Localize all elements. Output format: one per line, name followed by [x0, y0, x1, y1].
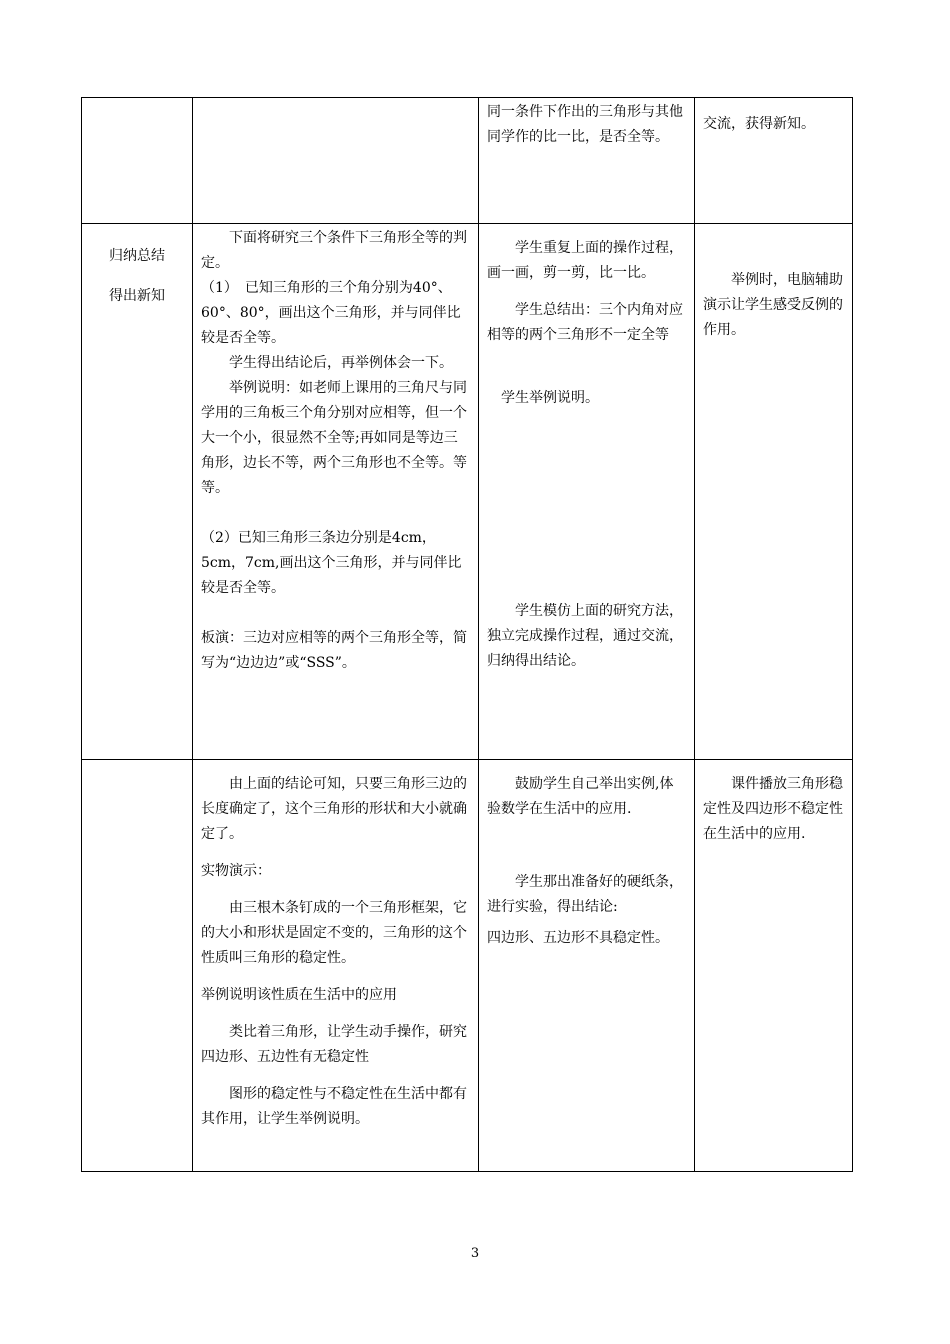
row3-student-p2: 学生那出准备好的硬纸条，进行实验，得出结论: — [487, 874, 683, 915]
stage-label-line1: 归纳总结 — [109, 248, 165, 264]
row3-teacher-p4: 举例说明该性质在生活中的应用 — [201, 987, 397, 1003]
row1-intent-text: 交流，获得新知。 — [703, 116, 815, 132]
table-row-3 — [82, 760, 853, 1172]
row2-teacher-p2: （1） 已知三角形的三个角分别为40°、60°、80°，画出这个三角形，并与同伴比较是否全等。 — [201, 280, 461, 346]
stage-label-line2: 得出新知 — [109, 288, 165, 304]
row1-design-intent-cell — [695, 98, 853, 224]
row3-teacher-activity-cell — [193, 760, 479, 1172]
page-number: 3 — [470, 1246, 480, 1261]
row3-intent-p1: 课件播放三角形稳定性及四边形不稳定性在生活中的应用. — [703, 776, 843, 842]
row2-teacher-p5: （2）已知三角形三条边分别是4cm，5cm，7cm,画出这个三角形，并与同伴比较是否全等。 — [201, 530, 462, 596]
row3-teacher-p5: 类比着三角形，让学生动手操作，研究四边形、五边性有无稳定性 — [201, 1024, 467, 1065]
row2-teacher-p3: 学生得出结论后，再举例体会一下。 — [229, 355, 453, 371]
row2-teacher-p6: 板演：三边对应相等的两个三角形全等，简写为“边边边”或“SSS”。 — [201, 630, 467, 671]
row3-student-activity-cell — [479, 760, 695, 1172]
row2-student-p1: 学生重复上面的操作过程，画一画，剪一剪，比一比。 — [487, 240, 683, 281]
row1-student-activity-cell — [479, 98, 695, 224]
row2-teacher-p1: 下面将研究三个条件下三角形全等的判定。 — [201, 230, 467, 271]
row3-student-p3: 四边形、五边形不具稳定性。 — [487, 930, 669, 946]
lesson-plan-table — [81, 97, 853, 1172]
row2-student-p4: 学生模仿上面的研究方法，独立完成操作过程，通过交流，归纳得出结论。 — [487, 603, 683, 669]
table-row-2 — [82, 224, 853, 760]
row2-design-intent-cell — [695, 224, 853, 760]
row3-student-p1: 鼓励学生自己举出实例,体验数学在生活中的应用. — [487, 776, 674, 817]
row3-teacher-p2: 实物演示： — [201, 863, 271, 879]
row3-teacher-p3: 由三根木条钉成的一个三角形框架，它的大小和形状是固定不变的，三角形的这个性质叫三角形的稳定性。 — [201, 900, 467, 966]
row2-teacher-activity-cell — [193, 224, 479, 760]
row2-stage-cell — [82, 224, 193, 760]
row1-stage-cell — [82, 98, 193, 224]
row2-intent-p1: 举例时，电脑辅助演示让学生感受反例的作用。 — [703, 272, 843, 338]
row3-teacher-p6: 图形的稳定性与不稳定性在生活中都有其作用，让学生举例说明。 — [201, 1086, 467, 1127]
row1-student-text: 同一条件下作出的三角形与其他同学作的比一比，是否全等。 — [487, 104, 683, 145]
row2-student-p3: 学生举例说明。 — [501, 390, 599, 406]
row1-teacher-activity-cell — [193, 98, 479, 224]
row2-student-p2: 学生总结出：三个内角对应相等的两个三角形不一定全等 — [487, 302, 683, 343]
row2-student-activity-cell — [479, 224, 695, 760]
row2-teacher-p4: 举例说明：如老师上课用的三角尺与同学用的三角板三个角分别对应相等，但一个大一个小，很显然不全等;再如同是等边三角形，边长不等，两个三角形也不全等。等等。 — [201, 380, 467, 496]
row3-teacher-p1: 由上面的结论可知，只要三角形三边的长度确定了，这个三角形的形状和大小就确定了。 — [201, 776, 467, 842]
row3-design-intent-cell — [695, 760, 853, 1172]
row3-stage-cell — [82, 760, 193, 1172]
table-row-1 — [82, 98, 853, 224]
